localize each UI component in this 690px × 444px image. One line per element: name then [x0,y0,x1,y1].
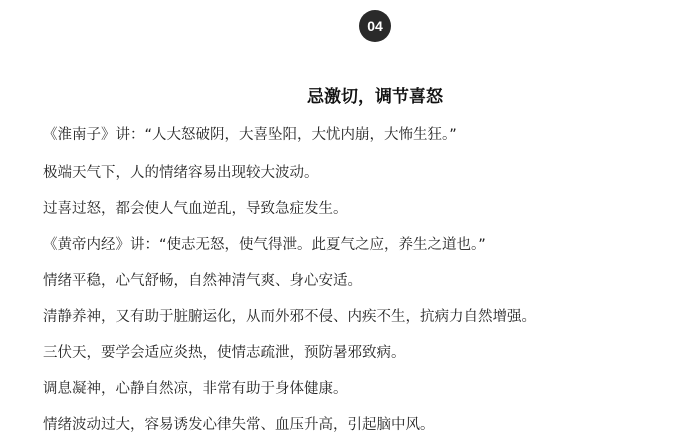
paragraph-1: 《淮南子》讲：“人大怒破阴，大喜坠阳，大忧内崩，大怖生狂。” [43,127,457,143]
section-number-badge: 04 [359,10,391,42]
paragraph-4: 《黄帝内经》讲：“使志无怒，使气得泄。此夏气之应，养生之道也。” [43,237,486,253]
paragraph-5: 情绪平稳，心气舒畅，自然神清气爽、身心安适。 [43,273,362,289]
paragraph-2: 极端天气下，人的情绪容易出现较大波动。 [43,165,319,181]
paragraph-7: 三伏天，要学会适应炎热，使情志疏泄，预防暑邪致病。 [43,345,406,361]
paragraph-8: 调息凝神，心静自然凉，非常有助于身体健康。 [43,381,348,397]
paragraph-9: 情绪波动过大，容易诱发心律失常、血压升高，引起脑中风。 [43,417,435,433]
section-heading: 忌激切，调节喜怒 [307,87,443,108]
paragraph-3: 过喜过怒，都会使人气血逆乱，导致急症发生。 [43,201,348,217]
paragraph-6: 清静养神，又有助于脏腑运化，从而外邪不侵、内疾不生，抗病力自然增强。 [43,309,536,325]
